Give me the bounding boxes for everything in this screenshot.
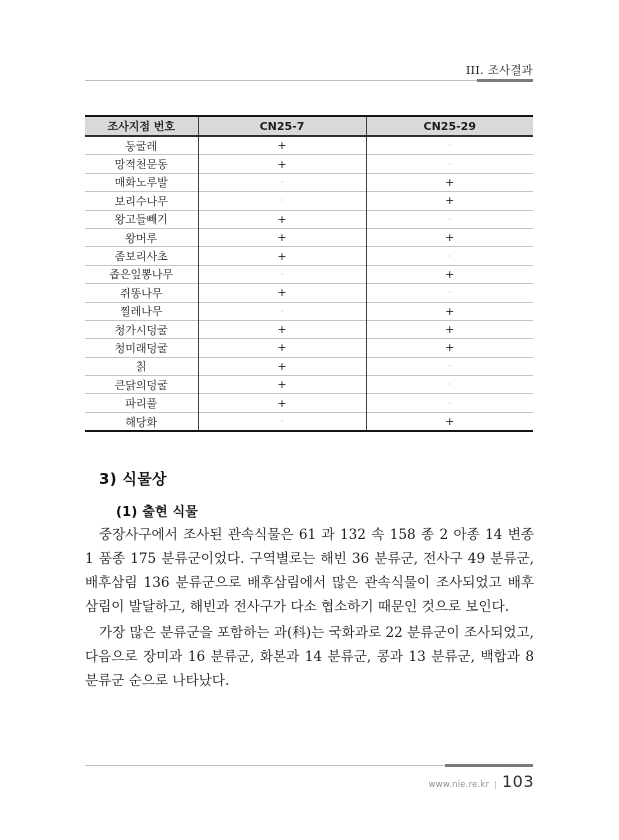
paragraph-flora-summary: 중장사구에서 조사된 관속식물은 61 과 132 속 158 종 2 아종 14 변종 1 품종 175 분류군이었다. 구역별로는 해빈 36 분류군, 전사구 49 분류군, 배후삼림 136 분류군으로 배후삼림에서 많은 관속식물이 조사되었고 배후삼림이 발달하고, 해빈과 전사구가 다소 협소하기 때문인 것으로 보인다. (85, 527, 534, 615)
table-row (85, 247, 533, 265)
mark-cn25-29: · (366, 394, 533, 412)
mark-cn25-7: + (198, 339, 366, 357)
plant-name: 좀보리사초 (85, 247, 198, 265)
plant-name: 왕고들빼기 (85, 210, 198, 228)
table-row (85, 412, 533, 431)
table-row (85, 394, 533, 412)
section-title: 3) 식물상 (99, 470, 167, 488)
table-row (85, 339, 533, 357)
mark-cn25-7: + (198, 247, 366, 265)
plant-name: 쥐똥나무 (85, 284, 198, 302)
table-row (85, 173, 533, 191)
mark-cn25-29: · (366, 247, 533, 265)
header-rule-accent (477, 79, 533, 82)
footer-rule-accent (445, 764, 533, 767)
table-header-row (85, 116, 533, 136)
plant-name: 큰닭의덩굴 (85, 376, 198, 394)
plant-name: 좁은잎뽕나무 (85, 265, 198, 283)
mark-cn25-7: + (198, 394, 366, 412)
mark-cn25-7: · (198, 265, 366, 283)
running-head-section-label: III. 조사결과 (465, 63, 533, 77)
mark-cn25-29: + (366, 339, 533, 357)
footer-rule (85, 765, 533, 766)
table-row (85, 228, 533, 246)
table-row (85, 136, 533, 155)
plant-name: 매화노루발 (85, 173, 198, 191)
species-occurrence-table (85, 115, 533, 432)
table-row (85, 302, 533, 320)
table-row (85, 376, 533, 394)
mark-cn25-7: · (198, 412, 366, 431)
mark-cn25-7: · (198, 173, 366, 191)
plant-name: 왕머루 (85, 228, 198, 246)
mark-cn25-29: + (366, 173, 533, 191)
mark-cn25-29: + (366, 412, 533, 431)
species-table (85, 115, 533, 432)
table-row (85, 192, 533, 210)
mark-cn25-29: + (366, 265, 533, 283)
plant-name: 청미래덩굴 (85, 339, 198, 357)
col-header-survey-point: 조사지점 번호 (85, 116, 198, 136)
mark-cn25-7: + (198, 376, 366, 394)
table-row (85, 320, 533, 338)
mark-cn25-7: + (198, 284, 366, 302)
footer-separator: | (494, 780, 497, 789)
mark-cn25-29: · (366, 136, 533, 155)
plant-name: 망적천문동 (85, 155, 198, 173)
page-number: 103 (501, 772, 534, 791)
mark-cn25-7: + (198, 210, 366, 228)
mark-cn25-29: + (366, 302, 533, 320)
table-row (85, 284, 533, 302)
mark-cn25-29: + (366, 192, 533, 210)
mark-cn25-7: + (198, 228, 366, 246)
mark-cn25-29: · (366, 284, 533, 302)
table-row (85, 265, 533, 283)
mark-cn25-29: + (366, 320, 533, 338)
table-row (85, 357, 533, 375)
footer-site-url: www.nie.re.kr (428, 780, 490, 790)
mark-cn25-29: · (366, 155, 533, 173)
plant-name: 둥굴레 (125, 139, 158, 153)
paragraph-family-counts: 가장 많은 분류군을 포함하는 과(科)는 국화과로 22 분류군이 조사되었고, 다음으로 장미과 16 분류군, 화본과 14 분류군, 콩과 13 분류군, 백합과 8 분류군 순으로 나타났다. (85, 625, 534, 689)
mark-cn25-29: · (366, 376, 533, 394)
mark-cn25-7: + (198, 320, 366, 338)
plant-name: 청가시덩굴 (85, 320, 198, 338)
plant-name: 찔레나무 (85, 302, 198, 320)
plant-name: 파리풀 (85, 394, 198, 412)
mark-cn25-29: · (366, 210, 533, 228)
plant-name: 보리수나무 (85, 192, 198, 210)
body-text-block (85, 523, 534, 693)
plant-name: 칡 (85, 357, 198, 375)
plant-name: 해당화 (85, 412, 198, 431)
mark-cn25-7: · (198, 302, 366, 320)
mark-cn25-7: · (198, 192, 366, 210)
mark-cn25-29: + (366, 228, 533, 246)
mark-cn25-7: + (198, 155, 366, 173)
header-rule (85, 80, 533, 81)
footer (429, 772, 534, 791)
mark-cn25-7: + (198, 357, 366, 375)
col-header-cn25-29: CN25-29 (366, 116, 533, 136)
table-row (85, 210, 533, 228)
table-row (85, 155, 533, 173)
mark-cn25-7: + (198, 136, 366, 155)
mark-cn25-29: · (366, 357, 533, 375)
subsection-title: (1) 출현 식물 (116, 505, 199, 520)
col-header-cn25-7: CN25-7 (198, 116, 366, 136)
